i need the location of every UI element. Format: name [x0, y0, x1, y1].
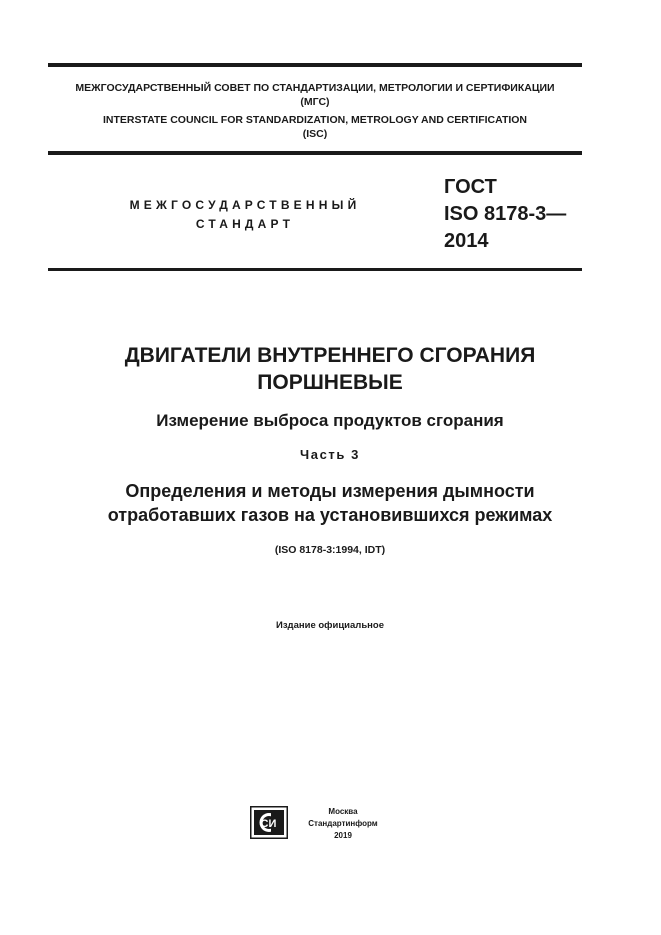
edition-label: Издание официальное [276, 620, 384, 631]
publisher-name: Стандартинформ [308, 819, 378, 828]
standard-label-line2: СТАНДАРТ [195, 217, 295, 231]
part-label: Часть 3 [300, 447, 360, 462]
publisher-year: 2019 [334, 831, 352, 840]
standard-block-rule [48, 268, 582, 271]
main-title-line1: ДВИГАТЕЛИ ВНУТРЕННЕГО СГОРАНИЯ [124, 344, 536, 367]
main-title-line2: ПОРШНЕВЫЕ [257, 371, 403, 394]
publisher-logo-text: СИ [260, 818, 277, 830]
subtitle: Измерение выброса продуктов сгорания [156, 411, 504, 430]
publisher-city: Москва [328, 807, 358, 816]
standard-label-line1: МЕЖГОСУДАРСТВЕННЫЙ [129, 198, 361, 212]
publisher-logo [250, 806, 288, 839]
iso-reference: (ISO 8178-3:1994, IDT) [274, 544, 386, 556]
top-rule [48, 63, 582, 67]
header-rule [48, 151, 582, 155]
gost-designation-line2: ISO 8178-3— [444, 203, 567, 225]
council-ru-line2: (МГС) [300, 96, 330, 108]
council-en-line2: (ISC) [302, 128, 328, 140]
gost-designation-line1: ГОСТ [444, 176, 497, 198]
council-en-line1: INTERSTATE COUNCIL FOR STANDARDIZATION, METROLOGY AND CERTIFICATION [102, 114, 528, 126]
part-title-line2: отработавших газов на установившихся режимах [107, 505, 553, 525]
part-title-line1: Определения и методы измерения дымности [125, 481, 535, 501]
council-ru-line1: МЕЖГОСУДАРСТВЕННЫЙ СОВЕТ ПО СТАНДАРТИЗАЦИИ, МЕТРОЛОГИИ И СЕРТИФИКАЦИИ [75, 82, 555, 94]
gost-designation-line3: 2014 [444, 230, 489, 252]
